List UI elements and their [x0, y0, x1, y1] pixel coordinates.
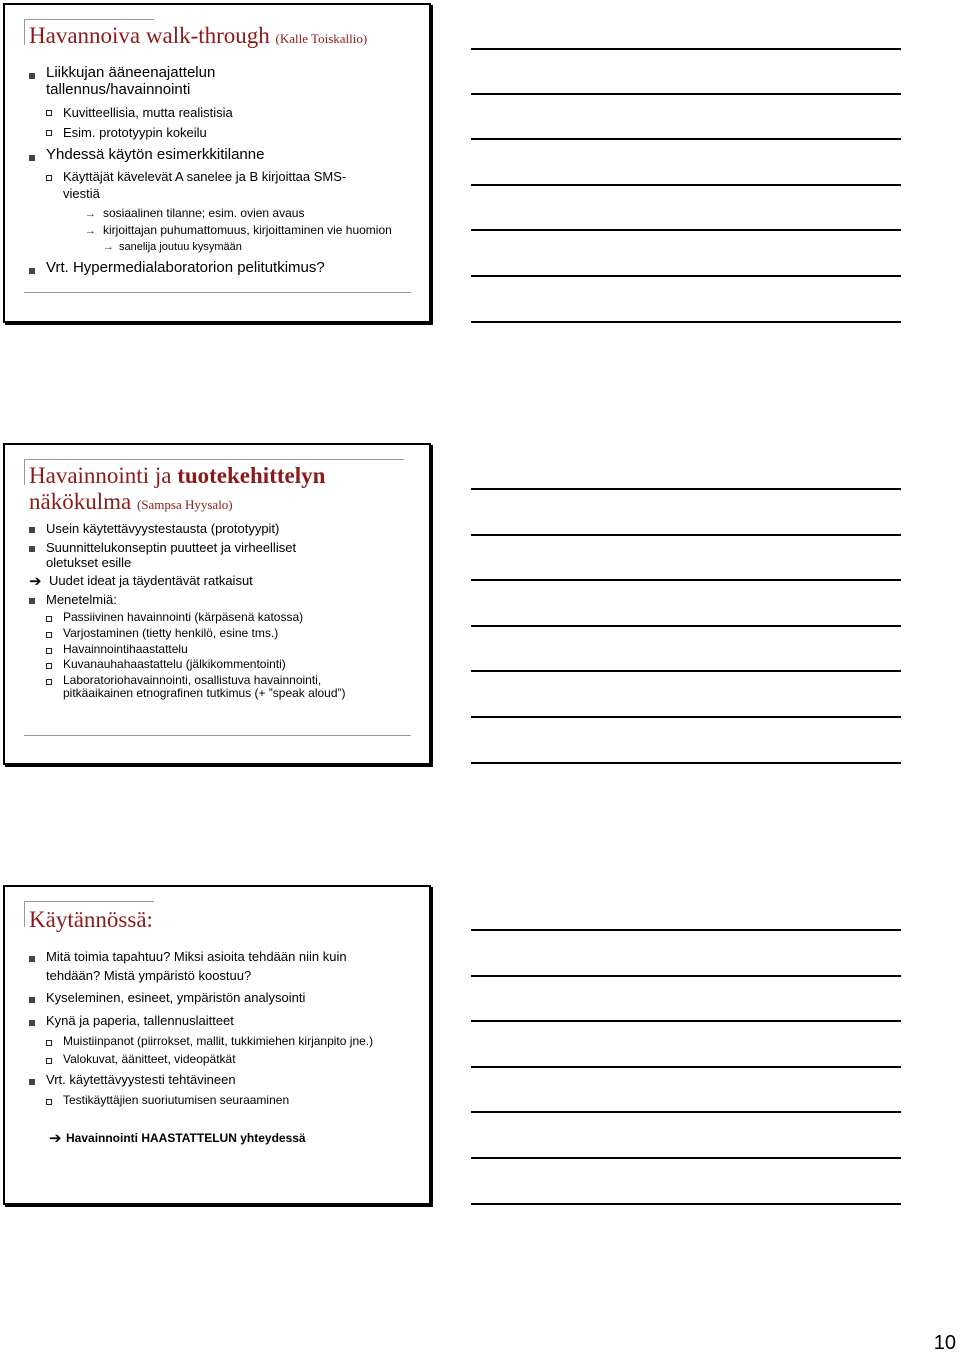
list-item: Esim. prototyypin kokeilu — [63, 125, 207, 140]
slide-2 — [3, 443, 431, 765]
decor-line — [24, 459, 404, 460]
list-item: oletukset esille — [46, 555, 132, 570]
list-item: Havainnointi HAASTATTELUN yhteydessä — [66, 1131, 306, 1145]
checkbox-bullet-icon — [46, 130, 52, 136]
square-bullet-icon — [29, 997, 35, 1003]
page-number: 10 — [933, 1332, 956, 1354]
note-line — [471, 579, 901, 581]
note-line — [471, 184, 901, 186]
list-item: sosiaalinen tilanne; esim. ovien avaus — [103, 206, 305, 220]
note-line — [471, 670, 901, 672]
list-item: Suunnittelukonseptin puutteet ja virheelliset — [46, 540, 297, 555]
list-item: Testikäyttäjien suoriutumisen seuraaminen — [63, 1093, 290, 1107]
list-item: Valokuvat, äänitteet, videopätkät — [63, 1052, 236, 1066]
square-bullet-icon — [29, 546, 35, 552]
list-item: sanelija joutuu kysymään — [119, 241, 242, 253]
square-bullet-icon — [29, 956, 35, 962]
note-line — [471, 138, 901, 140]
list-item: Varjostaminen (tietty henkilö, esine tms.) — [63, 626, 279, 640]
note-line — [471, 1203, 901, 1205]
list-item: tehdään? Mistä ympäristö koostuu? — [46, 968, 252, 983]
note-line — [471, 1020, 901, 1022]
note-line — [471, 93, 901, 95]
list-item: Vrt. käytettävyystesti tehtävineen — [46, 1072, 236, 1087]
square-bullet-icon — [29, 598, 35, 604]
note-line — [471, 716, 901, 718]
list-item: Laboratoriohavainnointi, osallistuva havainnointi, — [63, 673, 322, 687]
checkbox-bullet-icon — [46, 1058, 52, 1064]
note-line — [471, 975, 901, 977]
decor-line — [24, 459, 25, 485]
arrow-bullet-icon: → — [103, 241, 114, 253]
decor-line — [24, 19, 154, 20]
note-line — [471, 534, 901, 536]
list-item: Muistiinpanot (piirrokset, mallit, tukkimiehen kirjanpito jne.) — [63, 1034, 374, 1048]
list-item: tallennus/havainnointi — [46, 81, 191, 98]
square-bullet-icon — [29, 155, 35, 161]
slide-title: Havannoiva walk-through (Kalle Toiskallio) — [29, 23, 368, 48]
decor-line — [24, 19, 25, 45]
arrow-bullet-icon: ➔ — [49, 1130, 62, 1147]
slide-1 — [3, 3, 431, 323]
slide-title: Havainnointi ja tuotekehittelyn — [29, 463, 326, 488]
note-line — [471, 229, 901, 231]
list-item: Kynä ja paperia, tallennuslaitteet — [46, 1013, 234, 1028]
checkbox-bullet-icon — [46, 679, 52, 685]
note-line — [471, 48, 901, 50]
slide-title-author: (Kalle Toiskallio) — [275, 31, 368, 46]
list-item: Mitä toimia tapahtuu? Miksi asioita tehdään niin kuin — [46, 949, 347, 964]
list-item: Käyttäjät kävelevät A sanelee ja B kirjoittaa SMS- — [63, 169, 347, 184]
checkbox-bullet-icon — [46, 1099, 52, 1105]
list-item: Kuvitteellisia, mutta realistisia — [63, 105, 233, 120]
square-bullet-icon — [29, 1020, 35, 1026]
list-item: Uudet ideat ja täydentävät ratkaisut — [49, 573, 253, 588]
note-line — [471, 1066, 901, 1068]
list-item: Vrt. Hypermedialaboratorion pelitutkimus? — [46, 259, 325, 276]
checkbox-bullet-icon — [46, 663, 52, 669]
list-item: pitkäaikainen etnografinen tutkimus (+ ”speak aloud”) — [63, 686, 346, 700]
list-item: Kyseleminen, esineet, ympäristön analysointi — [46, 990, 306, 1005]
arrow-bullet-icon: → — [85, 225, 96, 237]
slide-title-author: (Sampsa Hyysalo) — [136, 497, 233, 512]
slide-divider — [24, 735, 411, 736]
checkbox-bullet-icon — [46, 632, 52, 638]
checkbox-bullet-icon — [46, 648, 52, 654]
square-bullet-icon — [29, 268, 35, 274]
note-line — [471, 762, 901, 764]
square-bullet-icon — [29, 1079, 35, 1085]
checkbox-bullet-icon — [46, 110, 52, 116]
note-line — [471, 929, 901, 931]
list-item: kirjoittajan puhumattomuus, kirjoittaminen vie huomion — [103, 223, 392, 237]
checkbox-bullet-icon — [46, 175, 52, 181]
decor-line — [24, 901, 25, 927]
slide-divider — [24, 292, 411, 293]
note-line — [471, 1111, 901, 1113]
list-item: viestiä — [63, 186, 100, 201]
note-line — [471, 275, 901, 277]
square-bullet-icon — [29, 527, 35, 533]
decor-line — [24, 901, 154, 902]
list-item: Yhdessä käytön esimerkkitilanne — [46, 146, 265, 163]
checkbox-bullet-icon — [46, 616, 52, 622]
list-item: Menetelmiä: — [46, 592, 117, 607]
note-line — [471, 625, 901, 627]
list-item: Passiivinen havainnointi (kärpäsenä katossa) — [63, 610, 304, 624]
list-item: Usein käytettävyystestausta (prototyypit) — [46, 521, 280, 536]
square-bullet-icon — [29, 73, 35, 79]
arrow-bullet-icon: ➔ — [29, 573, 42, 590]
note-line — [471, 488, 901, 490]
slide-3 — [3, 885, 431, 1205]
checkbox-bullet-icon — [46, 1040, 52, 1046]
note-line — [471, 321, 901, 323]
list-item: Liikkujan ääneenajattelun — [46, 64, 216, 81]
list-item: Havainnointihaastattelu — [63, 642, 188, 656]
list-item: Kuvanauhahaastattelu (jälkikommentointi) — [63, 657, 286, 671]
note-line — [471, 1157, 901, 1159]
slide-title: Käytännössä: — [29, 907, 153, 932]
slide-title-line-2: näkökulma (Sampsa Hyysalo) — [29, 489, 233, 514]
arrow-bullet-icon: → — [85, 208, 96, 220]
